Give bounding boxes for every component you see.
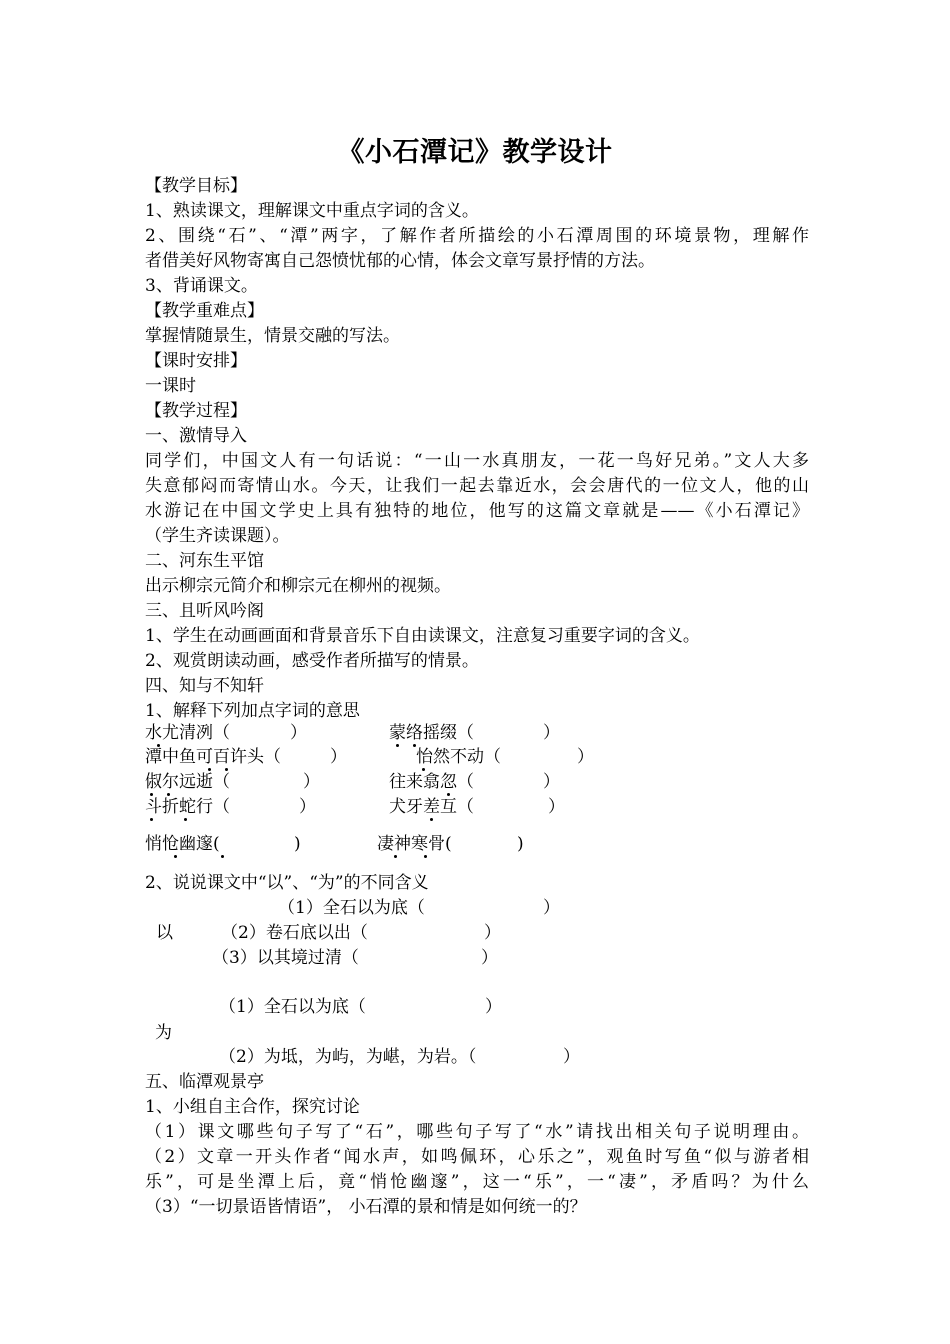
vocab-bracket: ) bbox=[294, 834, 301, 854]
objective-2-line-1: 2、围绕“石”、“潭”两字，了解作者所描绘的小石潭周围的环境景物，理解作 bbox=[145, 226, 810, 246]
section-2-heading: 二、河东生平馆 bbox=[145, 551, 264, 571]
intro-line-1: 同学们，中国文人有一句话说：“一山一水真朋友，一花一鸟好兄弟。”文人大多 bbox=[145, 451, 809, 471]
vocab-item: 怡然不动（ bbox=[416, 747, 501, 767]
heading-schedule: 【课时安排】 bbox=[145, 351, 247, 371]
yi-item-3: （3）以其境过清（ bbox=[212, 948, 359, 968]
discussion-q2-line-1: （2）文章一开头作者“闻水声，如鸣佩环，心乐之”，观鱼时写鱼“似与游者相 bbox=[145, 1147, 809, 1167]
yi-item-1-close: ） bbox=[543, 898, 560, 918]
wei-item-1: （1）全石以为底（ bbox=[219, 997, 366, 1017]
yi-item-1: （1）全石以为底（ bbox=[278, 898, 425, 918]
objective-2-line-2: 者借美好风物寄寓自己怨愤忧郁的心情，体会文章写景抒情的方法。 bbox=[145, 251, 655, 271]
vocab-bracket: ） bbox=[290, 723, 307, 743]
wei-item-2: （2）为坻，为屿，为嵁，为岩。（ bbox=[219, 1047, 477, 1067]
vocab-item: 斗折蛇行（ bbox=[145, 797, 230, 817]
schedule-text: 一课时 bbox=[145, 376, 196, 396]
section-5-heading: 五、临潭观景亭 bbox=[145, 1072, 264, 1092]
vocab-item: 悄怆幽邃( bbox=[145, 834, 220, 854]
wei-item-1-close: ） bbox=[485, 997, 502, 1017]
document-title: 《小石潭记》教学设计 bbox=[337, 137, 613, 168]
vocab-item: 水尤清冽（ bbox=[145, 723, 230, 743]
section-4-question-1: 1、解释下列加点字词的意思 bbox=[145, 701, 360, 721]
intro-line-3: 水游记在中国文学史上具有独特的地位，他写的这篇文章就是——《小石潭记》 bbox=[145, 501, 809, 521]
vocab-bracket: ） bbox=[577, 747, 594, 767]
heading-objectives: 【教学目标】 bbox=[145, 176, 247, 196]
key-points-text: 掌握情随景生，情景交融的写法。 bbox=[145, 326, 400, 346]
intro-line-4: （学生齐读课题）。 bbox=[145, 526, 290, 546]
intro-line-2: 失意郁闷而寄情山水。今天，让我们一起去靠近水，会会唐代的一位文人，他的山 bbox=[145, 476, 809, 496]
vocab-item: 潭中鱼可百许头（ bbox=[145, 747, 281, 767]
vocab-item: 往来翕忽（ bbox=[389, 772, 474, 792]
vocab-item: 凄神寒骨( bbox=[377, 834, 452, 854]
vocab-bracket: ） bbox=[299, 797, 316, 817]
wei-item-2-close: ） bbox=[563, 1047, 580, 1067]
discussion-q1: （1）课文哪些句子写了“石”，哪些句子写了“水”请找出相关句子说明理由。 bbox=[145, 1122, 809, 1142]
vocab-bracket: ） bbox=[543, 723, 560, 743]
yi-item-2: （2）卷石底以出（ bbox=[221, 923, 368, 943]
yi-char: 以 bbox=[156, 923, 173, 943]
vocab-bracket: ) bbox=[517, 834, 524, 854]
vocab-item: 蒙络摇缀（ bbox=[389, 723, 474, 743]
wei-char: 为 bbox=[155, 1023, 172, 1043]
objective-1: 1、熟读课文，理解课文中重点字词的含义。 bbox=[145, 201, 479, 221]
discussion-q2-line-2: 乐”，可是坐潭上后，竟“悄怆幽邃”，这一“乐”，一“凄”，矛盾吗？为什么 bbox=[145, 1172, 809, 1192]
yi-item-2-close: ） bbox=[484, 923, 501, 943]
section-3-item-1: 1、学生在动画画面和背景音乐下自由读课文，注意复习重要字词的含义。 bbox=[145, 626, 700, 646]
vocab-item: 犬牙差互（ bbox=[389, 797, 474, 817]
section-3-item-2: 2、观赏朗读动画，感受作者所描写的情景。 bbox=[145, 651, 479, 671]
section-3-heading: 三、且听风吟阁 bbox=[145, 601, 264, 621]
discussion-q3: （3）“一切景语皆情语”， 小石潭的景和情是如何统一的？ bbox=[145, 1197, 587, 1217]
section-4-heading: 四、知与不知轩 bbox=[145, 676, 264, 696]
section-1-heading: 一、激情导入 bbox=[145, 426, 247, 446]
heading-key-points: 【教学重难点】 bbox=[145, 301, 264, 321]
section-2-text: 出示柳宗元简介和柳宗元在柳州的视频。 bbox=[145, 576, 451, 596]
vocab-bracket: ） bbox=[543, 772, 560, 792]
heading-process: 【教学过程】 bbox=[145, 401, 247, 421]
objective-3: 3、背诵课文。 bbox=[145, 276, 258, 296]
vocab-bracket: ） bbox=[303, 772, 320, 792]
section-5-item-1: 1、小组自主合作，探究讨论 bbox=[145, 1097, 360, 1117]
section-4-question-2: 2、说说课文中“以”、“为”的不同含义 bbox=[145, 873, 429, 893]
vocab-item: 俶尔远逝（ bbox=[145, 772, 230, 792]
vocab-bracket: ） bbox=[330, 747, 347, 767]
vocab-bracket: ） bbox=[548, 797, 565, 817]
yi-item-3-close: ） bbox=[481, 948, 498, 968]
